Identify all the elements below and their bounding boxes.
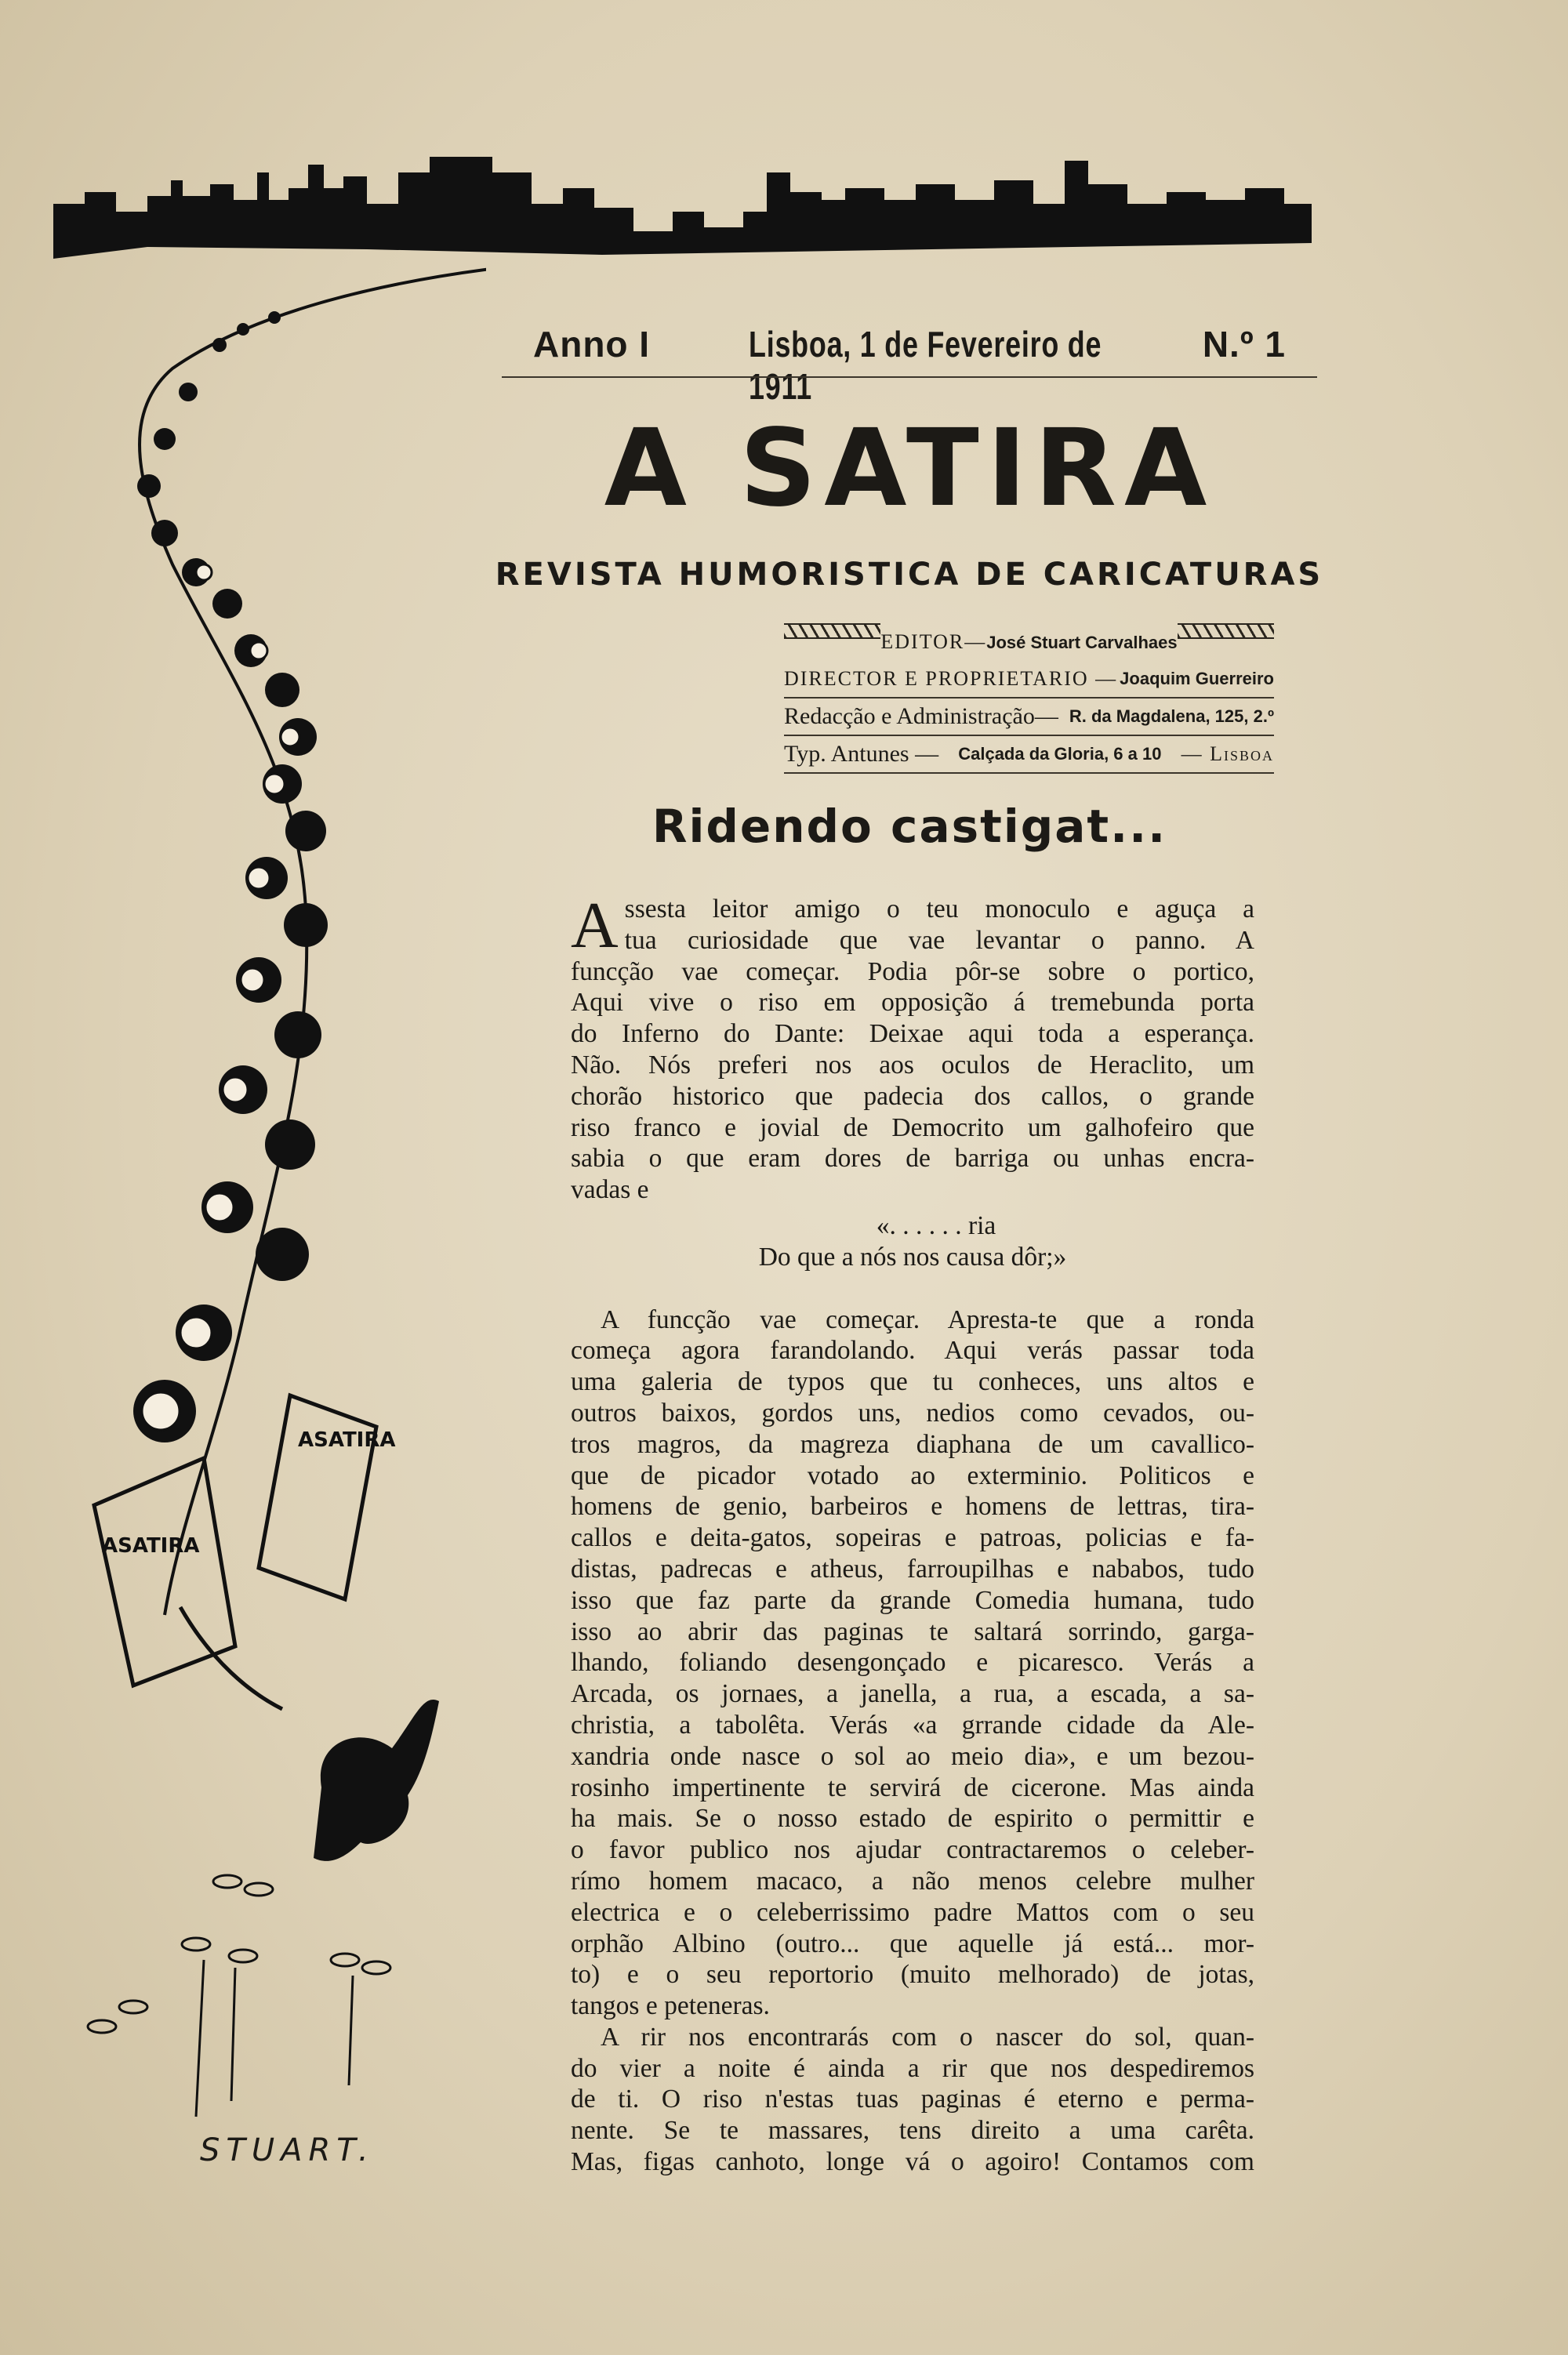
text-line: callos e deita-gatos, sopeiras e patroas, policias e fa- (571, 1523, 1254, 1553)
credits-typography (784, 736, 1274, 774)
redaccao-address: R. da Magdalena, 125, 2.º (1069, 706, 1274, 726)
text-line: nente. Se te massares, tens direito a uma carêta. (571, 2116, 1254, 2146)
article-paragraph-1 (571, 889, 1254, 1206)
credits-director (784, 661, 1274, 699)
text-line: começa agora farandolando. Aqui verás passar toda (571, 1336, 1254, 1366)
publication-title: A SATIRA (604, 407, 1215, 531)
newspaper-sign-right: ASATIRA (298, 1428, 396, 1452)
text-line: Aqui vive o riso em opposição á tremebunda porta (571, 988, 1254, 1018)
text-line: isso que faz parte da grande Comedia humana, tudo (571, 1585, 1254, 1615)
newspaper-sign-left: ASATIRA (102, 1534, 200, 1558)
text-line: tros magros, da magreza diaphana de um cavallico- (571, 1429, 1254, 1459)
text-line: funcção vae começar. Podia pôr-se sobre o portico, (571, 956, 1254, 986)
text-line: ha mais. Se o nosso estado de espirito o permittir e (571, 1804, 1254, 1834)
director-name: Joaquim Guerreiro (1120, 669, 1274, 688)
text-line: xandria onde nasce o sol ao meio dia», e um bezou- (571, 1741, 1254, 1771)
text-line: rímo homem macaco, a não menos celebre mulher (571, 1866, 1254, 1896)
typ-label: Typ. Antunes — (784, 741, 939, 767)
text-line: do vier a noite é ainda a rir que nos despediremos (571, 2053, 1254, 2083)
credits-redaccao (784, 699, 1274, 736)
text-line: Mas, figas canhoto, longe vá o agoiro! Contamos com (571, 2147, 1254, 2177)
credits-block (784, 623, 1274, 774)
text-line: Não. Nós preferi nos aos oculos de Heraclito, um (571, 1050, 1254, 1080)
article-paragraph-2 (571, 1305, 1254, 2022)
text-line: chorão historico que padecia dos callos, o grande (571, 1081, 1254, 1111)
text-line: que de picador votado ao exterminio. Politicos e (571, 1461, 1254, 1490)
text-line: o favor publico nos ajudar contractaremos o celeber- (571, 1835, 1254, 1865)
masthead-info-row (502, 323, 1286, 407)
ornament-right (1178, 623, 1274, 639)
editor-name: José Stuart Carvalhaes (986, 633, 1178, 652)
issue-date: Lisboa, 1 de Fevereiro de 1911 (749, 324, 1102, 407)
issue-number: N.º 1 (1202, 324, 1286, 365)
text-line: isso ao abrir das paginas te saltará sorrindo, garga- (571, 1617, 1254, 1646)
text-line: A funcção vae começar. Apresta-te que a ronda (601, 1305, 1254, 1334)
text-line: christia, a tabolêta. Verás «a grrande cidade da Ale- (571, 1710, 1254, 1740)
text-line: uma galeria de typos que tu conheces, uns altos e (571, 1367, 1254, 1397)
text-line: ssesta leitor amigo o teu monoculo e aguça a (624, 894, 1254, 923)
text-line: Arcada, os jornaes, a janella, a rua, a escada, a sa- (571, 1679, 1254, 1709)
text-line: homens de genio, barbeiros e homens de lettras, tira- (571, 1492, 1254, 1522)
verse-line-1: «. . . . . . ria (876, 1210, 996, 1240)
artist-signature: STUART. (200, 2132, 375, 2168)
spacer (571, 1273, 1254, 1305)
verse-line-2: Do que a nós nos causa dôr;» (758, 1242, 1067, 1272)
editor-label: EDITOR— (880, 630, 987, 653)
text-line: riso franco e jovial de Democrito um galhofeiro que (571, 1112, 1254, 1142)
text-line: rosinho impertinente te servirá de cicerone. Mas ainda (571, 1773, 1254, 1802)
drop-cap: A (571, 889, 619, 962)
text-line: tangos e peteneras. (571, 1991, 770, 2021)
text-line: tua curiosidade que vae levantar o panno. A (624, 925, 1254, 955)
typ-address: Calçada da Gloria, 6 a 10 (958, 744, 1162, 764)
text-line: de ti. O riso n'estas tuas paginas é eterno e perma- (571, 2085, 1254, 2114)
redaccao-label: Redacção e Administração— (784, 703, 1058, 729)
ornament-left (784, 623, 880, 639)
credits-editor (784, 623, 1274, 661)
text-line: lhando, foliando desengonçado e picaresco. Verás a (571, 1648, 1254, 1678)
article-body (571, 889, 1254, 2178)
text-line: electrica e o celeberrissimo padre Mattos com o seu (571, 1897, 1254, 1927)
article-paragraph-3 (571, 2022, 1254, 2178)
issue-year: Anno I (533, 324, 651, 365)
text-line: distas, padrecas e atheus, farroupilhas e nababos, tudo (571, 1554, 1254, 1584)
text-line: vadas e (571, 1175, 649, 1205)
text-line: sabia o que eram dores de barriga ou unhas encra- (571, 1144, 1254, 1174)
text-line: A rir nos encontrarás com o nascer do sol, quan- (601, 2022, 1254, 2052)
text-line: to) e o seu reportorio (muito melhorado) de jotas, (571, 1960, 1254, 1990)
article-headline: Ridendo castigat... (652, 800, 1167, 853)
masthead-divider (502, 376, 1317, 378)
text-line: do Inferno do Dante: Deixae aqui toda a esperança. (571, 1019, 1254, 1049)
verse-quote (571, 1210, 1254, 1273)
publication-subtitle: REVISTA HUMORISTICA DE CARICATURAS (495, 557, 1324, 593)
director-label: DIRECTOR E PROPRIETARIO — (784, 667, 1118, 690)
text-line: orphão Albino (outro... que aquelle já está... mor- (571, 1929, 1254, 1958)
typ-city: — Lisboa (1181, 742, 1274, 765)
crowd-caricature-illustration (47, 235, 486, 2211)
text-line: outros baixos, gordos uns, nedios como cevados, ou- (571, 1398, 1254, 1428)
